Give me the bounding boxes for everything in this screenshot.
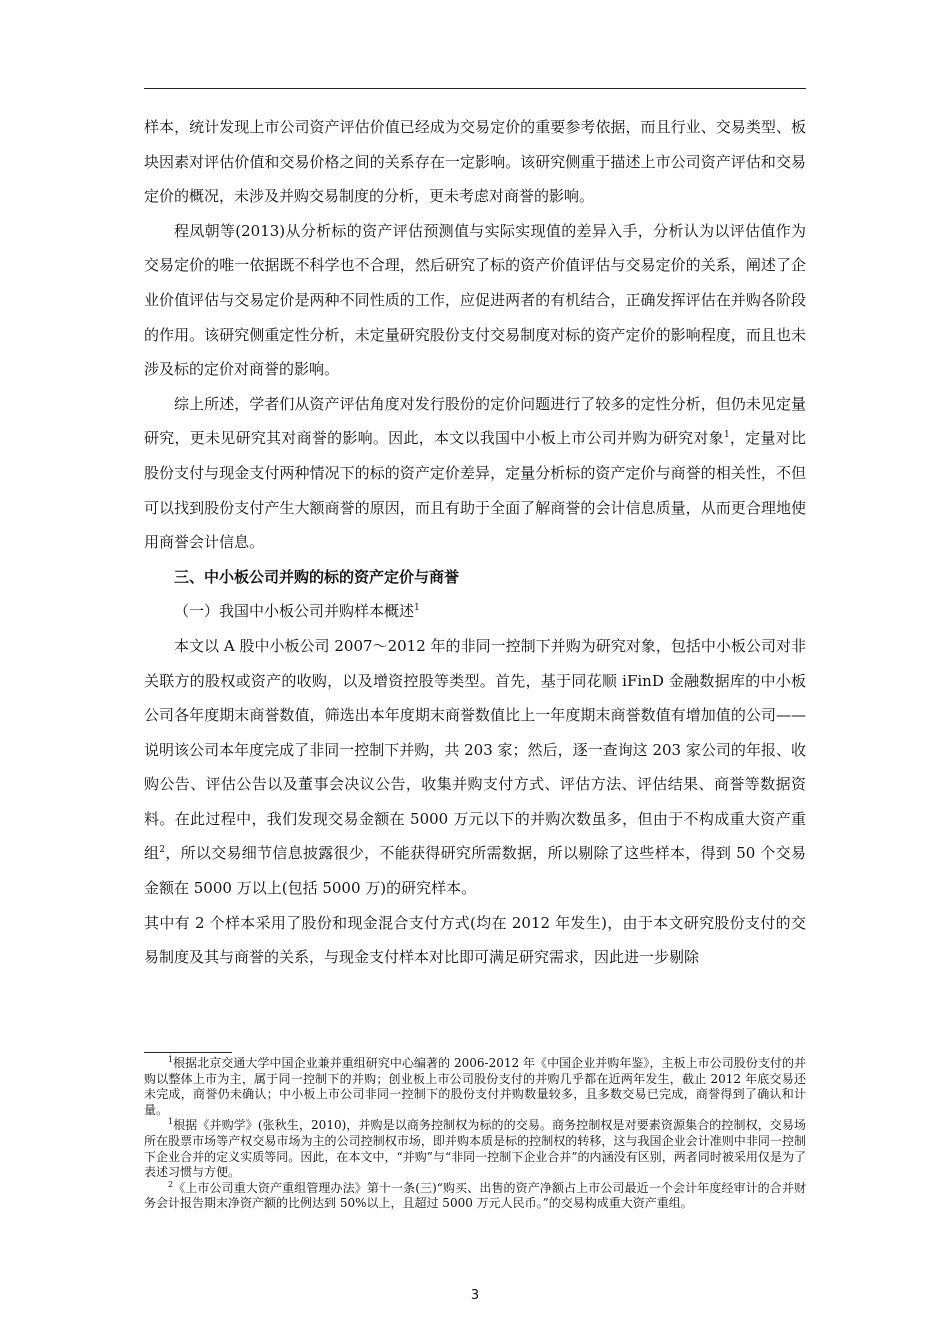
footnote-2-mark: 1 [168, 1117, 174, 1127]
paragraph-4 [144, 629, 806, 906]
paragraph-3 [144, 387, 806, 560]
subsection-heading [144, 594, 806, 629]
footnote-1-mark: 1 [168, 1055, 174, 1064]
paragraph-5-text: 其中有 2 个样本采用了股份和现金混合支付方式(均在 2012 年发生)，由于本文研究股份支付的交易制度及其与商誉的关系，与现金支付样本对比即可满足研究需求，因此进一步剔除 [144, 913, 806, 967]
paragraph-3-text-b: ，定量对比股份支付与现金支付两种情况下的标的资产定价差异，定量分析标的资产定价与商誉的相关性，不但可以找到股份支付产生大额商誉的原因，而且有助于全面了解商誉的会计信息质量，从而更合理地使用商誉会计信息。 [144, 429, 806, 552]
paragraph-4-text-a: 本文以 A 股中小板公司 2007～2012 年的非同一控制下并购为研究对象，包括中小板公司对非关联方的股权或资产的收购，以及增资控股等类型。首先，基于同花顺 iFinD 金融数据库的中小板公司各年度期末商誉数值，筛选出本年度期末商誉数值比上一年度期末商誉数值有增加值的公司——说明该公司本年度完成了非同一控制下并购，共 203 家；然后，逐一查询这 203 家公司的年报、收购公告、评估公告以及董事会决议公告，收集并购支付方式、评估方法、评估结果、商誉等数据资料。在此过程中，我们发现交易金额在 5000 万元以下的并购次数虽多，但由于不构成重大资产重组 [144, 636, 806, 863]
footnote-ref-2[interactable]: 2 [159, 845, 166, 856]
paragraph-1 [144, 110, 806, 214]
subsection-heading-text: （一）我国中小板公司并购样本概述 [174, 602, 415, 621]
footnote-1 [144, 1056, 806, 1118]
footnote-ref-1[interactable]: 1 [723, 430, 730, 441]
body-text [144, 110, 806, 975]
paragraph-2-text: 程凤朝等(2013)从分析标的资产评估预测值与实际实现值的差异入手，分析认为以评估值作为交易定价的唯一依据既不科学也不合理，然后研究了标的资产价值评估与交易定价的关系，阐述了企业价值评估与交易定价是两种不同性质的工作，应促进两者的有机结合，正确发挥评估在并购各阶段的作用。该研究侧重定性分析，未定量研究股份支付交易制度对标的资产定价的影响程度，而且也未涉及标的定价对商誉的影响。 [144, 221, 806, 379]
footnote-rule [144, 1052, 232, 1053]
footnote-3-text: 《上市公司重大资产重组管理办法》第十一条(三)“购买、出售的资产净额占上市公司最近一个会计年度经审计的合并财务会计报告期末净资产额的比例达到 50%以上，且超过 5000 万元人民币。”的交易构成重大资产重组。 [144, 1180, 806, 1211]
header-rule [144, 88, 806, 89]
paragraph-1-text: 样本，统计发现上市公司资产评估价值已经成为交易定价的重要参考依据，而且行业、交易类型、板块因素对评估价值和交易价格之间的关系存在一定影响。该研究侧重于描述上市公司资产评估和交易定价的概况，未涉及并购交易制度的分析，更未考虑对商誉的影响。 [144, 118, 806, 206]
footnote-ref-heading[interactable]: 1 [414, 603, 420, 614]
footnote-2-text: 根据《并购学》(张秋生，2010)，并购是以商务控制权为标的的交易。商务控制权是对要素资源集合的控制权，交易场所在股票市场等产权交易市场为主的公司控制权市场，即并购本质是标的控制权的转移，这与我国企业会计准则中非同一控制下企业合并的定义实质等同。因此，在本文中，“并购”与“非同一控制下企业合并”的内涵没有区别，两者同时被采用仅是为了表述习惯与方便。 [144, 1118, 806, 1180]
footnotes [144, 1056, 806, 1212]
paragraph-5 [144, 906, 806, 975]
footnote-2 [144, 1118, 806, 1180]
paragraph-3-text-a: 综上所述，学者们从资产评估角度对发行股份的定价问题进行了较多的定性分析，但仍未见定量研究，更未见研究其对商誉的影响。因此，本文以我国中小板上市公司并购为研究对象 [144, 394, 806, 448]
section-heading [144, 560, 806, 595]
footnote-3-mark: 2 [168, 1179, 174, 1189]
paragraph-4-text-b: ，所以交易细节信息披露很少，不能获得研究所需数据，所以剔除了这些样本，得到 50 个交易金额在 5000 万以上(包括 5000 万)的研究样本。 [144, 844, 806, 898]
section-heading-text: 三、中小板公司并购的标的资产定价与商誉 [174, 567, 460, 586]
footnote-1-text: 根据北京交通大学中国企业兼并重组研究中心编著的 2006-2012 年《中国企业并购年鉴》，主板上市公司股份支付的并购以整体上市为主，属于同一控制下的并购；创业板上市公司股份支付的并购几乎都在近两年发生，截止 2012 年底交易还未完成，商誉仍未确认；中小板上市公司非同一控制下的股份支付并购数量较多，且多数交易已完成，商誉得到了确认和计量。 [144, 1056, 806, 1117]
page-number: 3 [470, 1288, 480, 1303]
footnote-3 [144, 1181, 806, 1212]
paragraph-2 [144, 214, 806, 387]
